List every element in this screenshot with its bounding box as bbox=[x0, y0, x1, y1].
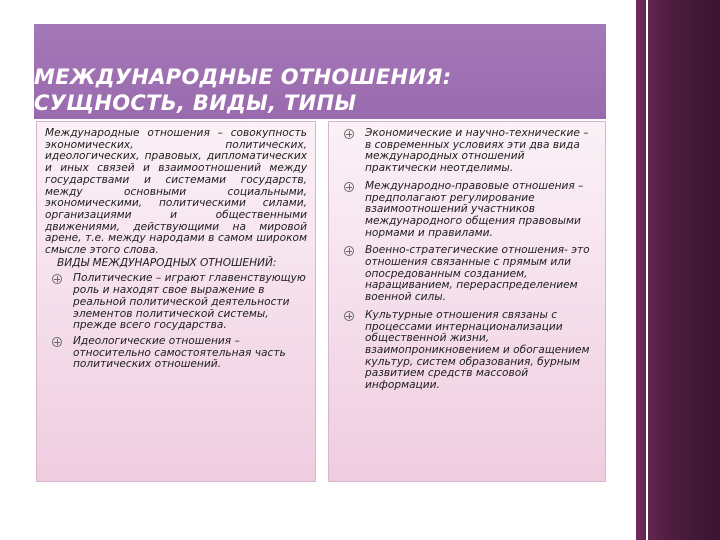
list-item bbox=[337, 128, 597, 175]
bullet-icon bbox=[344, 246, 354, 256]
definition-text: Международные отношения – совокупность экономических, политических, идеологических, правовых, дипломатических и иных связей и взаимоотношений между государствами и системами государств, между основными социальными, экономическими, политическими силами, организациями и общественными движениями, действующими на мировой арене, т.е. между народами в самом широком смысле этого слова. bbox=[45, 127, 307, 257]
decorative-side-line bbox=[646, 0, 648, 540]
types-heading: ВИДЫ МЕЖДУНАРОДНЫХ ОТНОШЕНИЙ: bbox=[57, 256, 277, 269]
slide-title: МЕЖДУНАРОДНЫЕ ОТНОШЕНИЯ: СУЩНОСТЬ, ВИДЫ, ТИПЫ bbox=[34, 65, 452, 115]
list-item-text: Культурные отношения связаны с процессами интернационализации общественной жизни, взаимопроникновением и обогащением культур, систем образования, бурным развитием средств массовой информации. bbox=[365, 308, 590, 392]
bullet-icon bbox=[52, 337, 62, 347]
list-item-text: Военно-стратегические отношения- это отношения связанные с прямым или опосредованным созданием, наращиванием, перераспределением военной силы. bbox=[365, 244, 590, 304]
list-item bbox=[45, 336, 307, 371]
list-item bbox=[337, 310, 597, 392]
list-item-text: Политические – играют главенствующую роль и находят свое выражение в реальной политической деятельности элементов политической системы, прежде всего государства. bbox=[73, 272, 306, 332]
left-column bbox=[36, 121, 316, 482]
bullet-icon bbox=[344, 182, 354, 192]
bullet-icon bbox=[344, 129, 354, 139]
list-item bbox=[337, 245, 597, 304]
list-item bbox=[337, 181, 597, 240]
list-item bbox=[45, 273, 307, 332]
title-banner bbox=[34, 24, 606, 119]
bullet-icon bbox=[52, 274, 62, 284]
bullet-icon bbox=[344, 311, 354, 321]
list-item-text: Международно-правовые отношения – предполагают регулирование взаимоотношений участников международного общения правовыми нормами и правилами. bbox=[365, 179, 584, 239]
list-item-text: Экономические и научно-технические – в современных условиях эти два вида международных отношений практически неотделимы. bbox=[365, 127, 589, 175]
right-column bbox=[328, 121, 606, 482]
list-item-text: Идеологические отношения – относительно самостоятельная часть политических отношений. bbox=[73, 334, 286, 371]
decorative-side-band bbox=[636, 0, 720, 540]
